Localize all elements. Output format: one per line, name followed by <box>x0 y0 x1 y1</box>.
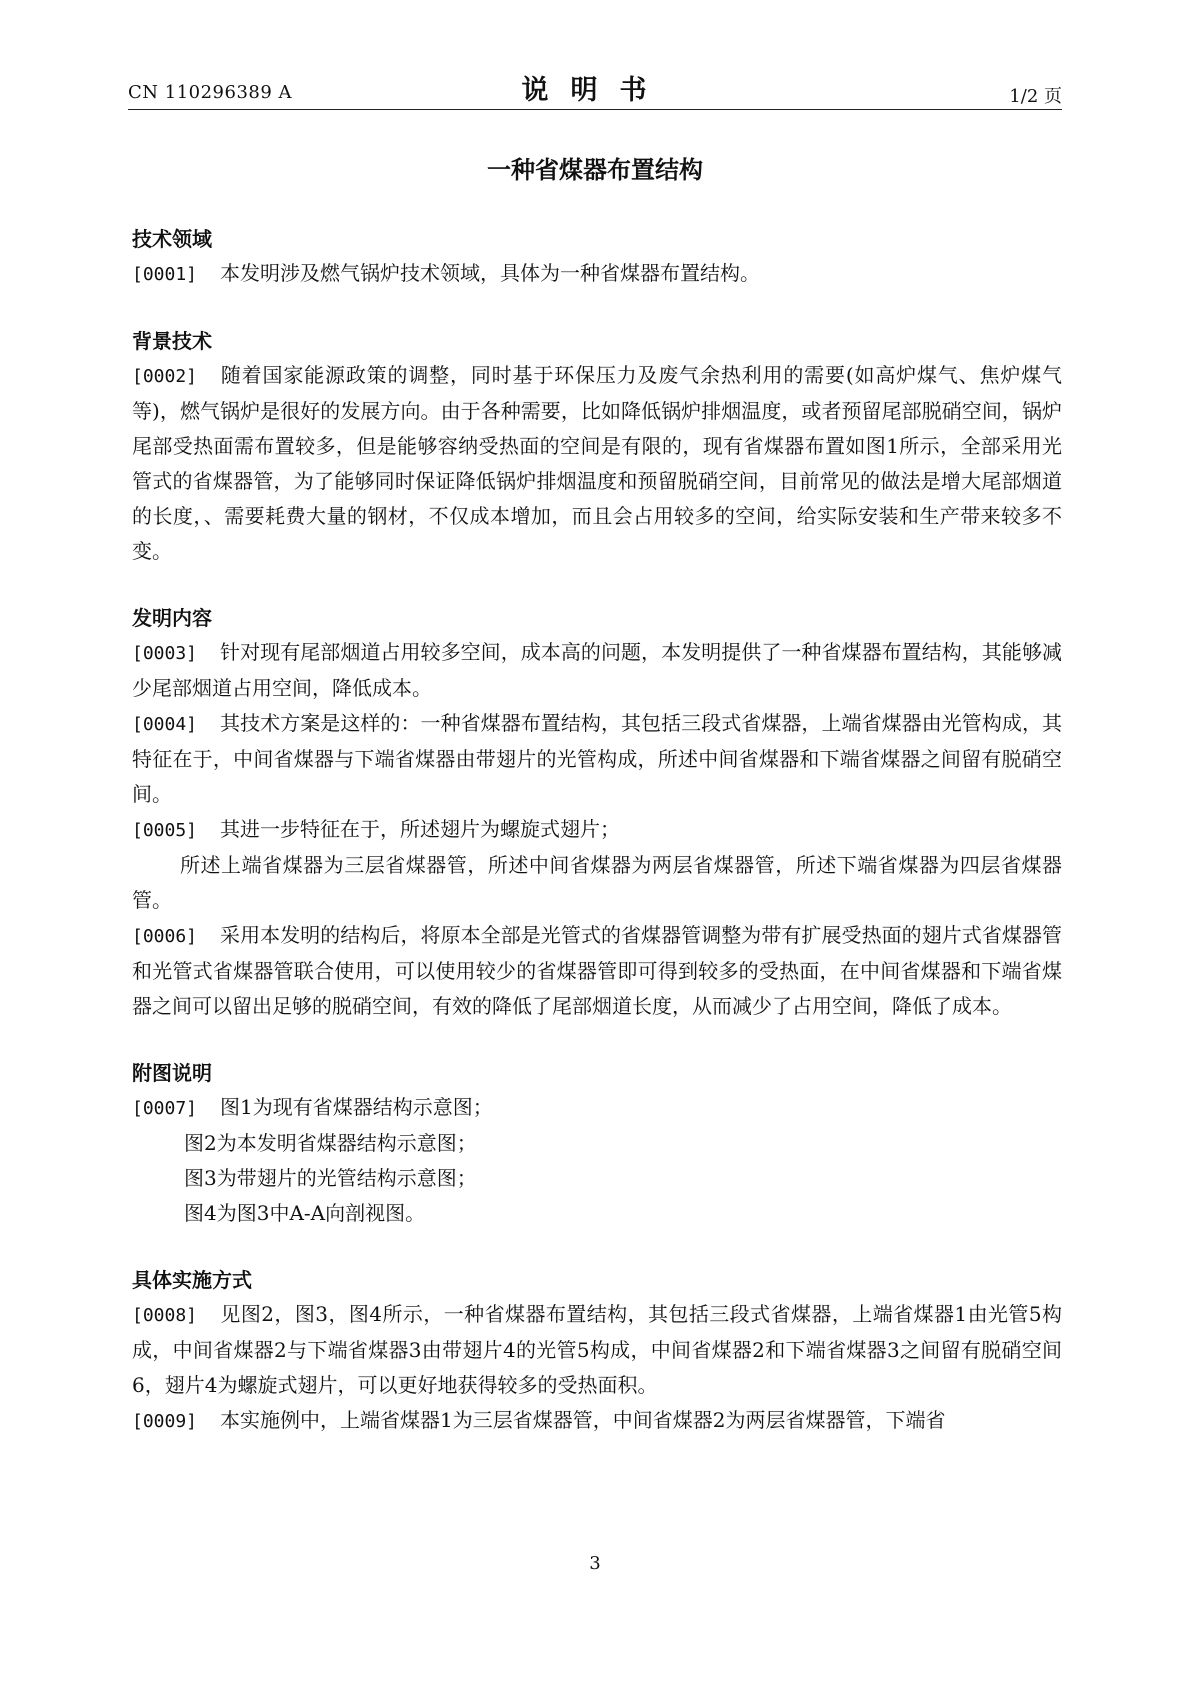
section-heading: 背景技术 <box>132 329 212 353</box>
page-number: 3 <box>589 1553 601 1574</box>
document-title: 一种省煤器布置结构 <box>487 156 703 184</box>
figure-3-description: 图3为带翅片的光管结构示意图； <box>184 1166 477 1190</box>
figure-4-description: 图4为图3中A-A向剖视图。 <box>184 1201 426 1225</box>
paragraph-text: 见图2，图3，图4所示，一种省煤器布置结构，其包括三段式省煤器，上端省煤器1由光管5构成，中间省煤器2与下端省煤器3由带翅片4的光管5构成，中间省煤器2和下端省煤器3之间留有脱硝空间6，翅片4为螺旋式翅片，可以更好地获得较多的受热面积。 <box>132 1302 1062 1397</box>
section-invention-content <box>132 601 1062 1024</box>
paragraph-number: [0006] <box>132 926 198 947</box>
section-heading: 附图说明 <box>132 1061 212 1085</box>
section-embodiment <box>132 1263 1062 1439</box>
paragraph-0005-continued: 所述上端省煤器为三层省煤器管，所述中间省煤器为两层省煤器管，所述下端省煤器为四层省煤器管。 <box>132 853 1062 912</box>
section-heading: 技术领域 <box>132 227 212 251</box>
paragraph-0008 <box>132 1297 1062 1403</box>
page-info: 1/2 页 <box>1009 86 1062 107</box>
paragraph-text: 其技术方案是这样的：一种省煤器布置结构，其包括三段式省煤器，上端省煤器由光管构成，其特征在于，中间省煤器与下端省煤器由带翅片的光管构成，所述中间省煤器和下端省煤器之间留有脱硝空间。 <box>132 711 1062 806</box>
paragraph-text: 其进一步特征在于，所述翅片为螺旋式翅片； <box>220 817 620 841</box>
document-body <box>132 222 1062 1439</box>
section-background <box>132 324 1062 569</box>
paragraph-number: [0007] <box>132 1098 198 1119</box>
paragraph-number: [0003] <box>132 643 198 664</box>
paragraph-text: 采用本发明的结构后，将原本全部是光管式的省煤器管调整为带有扩展受热面的翅片式省煤器管和光管式省煤器管联合使用，可以使用较少的省煤器管即可得到较多的受热面，在中间省煤器和下端省煤器之间可以留出足够的脱硝空间，有效的降低了尾部烟道长度，从而减少了占用空间，降低了成本。 <box>132 923 1062 1018</box>
page-header <box>128 62 1062 112</box>
paragraph-number: [0002] <box>132 366 198 387</box>
section-heading: 具体实施方式 <box>132 1268 252 1292</box>
paragraph-number: [0001] <box>132 264 198 285</box>
document-type: 说明书 <box>521 75 669 106</box>
figure-2-description: 图2为本发明省煤器结构示意图； <box>184 1131 477 1155</box>
header-divider <box>128 109 1062 110</box>
paragraph-0009 <box>132 1403 1062 1439</box>
paragraph-0002 <box>132 358 1062 569</box>
paragraph-0004 <box>132 706 1062 812</box>
paragraph-number: [0004] <box>132 714 198 735</box>
paragraph-0003 <box>132 635 1062 706</box>
paragraph-0005 <box>132 812 1062 848</box>
paragraph-text: 本发明涉及燃气锅炉技术领域，具体为一种省煤器布置结构。 <box>220 261 760 285</box>
paragraph-text: 图1为现有省煤器结构示意图； <box>220 1095 493 1119</box>
paragraph-0006 <box>132 918 1062 1024</box>
paragraph-number: [0005] <box>132 820 198 841</box>
section-technical-field <box>132 222 1062 292</box>
paragraph-0007 <box>132 1090 1062 1126</box>
section-heading: 发明内容 <box>132 606 212 630</box>
paragraph-text: 随着国家能源政策的调整，同时基于环保压力及废气余热利用的需要(如高炉煤气、焦炉煤气等)，燃气锅炉是很好的发展方向。由于各种需要，比如降低锅炉排烟温度，或者预留尾部脱硝空间，锅炉尾部受热面需布置较多，但是能够容纳受热面的空间是有限的，现有省煤器布置如图1所示，全部采用光管式的省煤器管，为了能够同时保证降低锅炉排烟温度和预留脱硝空间，目前常见的做法是增大尾部烟道的长度，、需要耗费大量的钢材，不仅成本增加，而且会占用较多的空间，给实际安装和生产带来较多不变。 <box>132 363 1062 563</box>
paragraph-text: 本实施例中，上端省煤器1为三层省煤器管，中间省煤器2为两层省煤器管，下端省 <box>220 1408 946 1432</box>
paragraph-text: 针对现有尾部烟道占用较多空间，成本高的问题，本发明提供了一种省煤器布置结构，其能够减少尾部烟道占用空间，降低成本。 <box>132 640 1062 700</box>
paragraph-0001 <box>132 256 1062 292</box>
paragraph-number: [0009] <box>132 1411 198 1432</box>
publication-number: CN 110296389 A <box>128 82 293 103</box>
section-drawings <box>132 1056 1062 1231</box>
paragraph-number: [0008] <box>132 1305 198 1326</box>
